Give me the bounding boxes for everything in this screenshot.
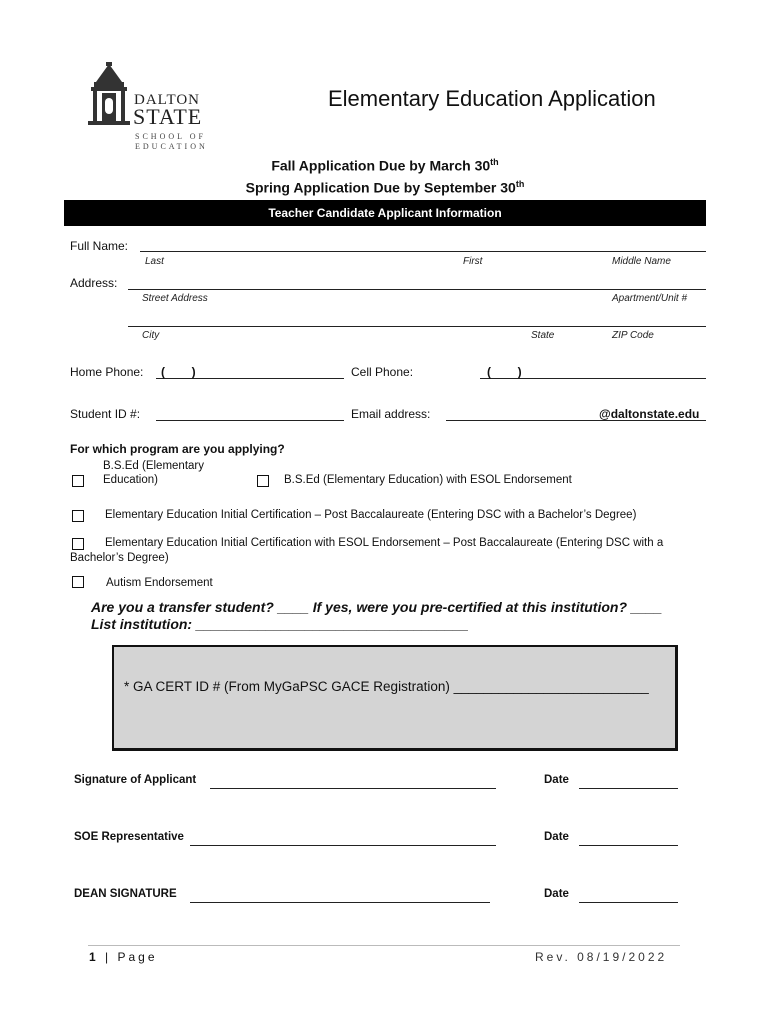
middle-label: Middle Name	[612, 256, 671, 267]
opt5-label: Autism Endorsement	[106, 577, 213, 589]
logo-sub-2: EDUCATION	[135, 142, 208, 151]
page-title: Elementary Education Application	[328, 86, 656, 111]
home-phone-parens: ( )	[161, 365, 196, 379]
student-id-label: Student ID #:	[70, 407, 141, 421]
opt1-line1: B.S.Ed (Elementary	[103, 460, 204, 472]
email-suffix: @daltonstate.edu	[599, 407, 700, 421]
soe-sig-field[interactable]	[190, 845, 496, 846]
list-institution: List institution: ___________________________________	[91, 616, 469, 632]
soe-date-field[interactable]	[579, 845, 678, 846]
opt4-line1: Elementary Education Initial Certification with ESOL Endorsement – Post Baccalaureate (Entering DSC with a	[105, 537, 664, 549]
opt2-label: B.S.Ed (Elementary Education) with ESOL Endorsement	[284, 474, 572, 486]
ga-cert-label: * GA CERT ID # (From MyGaPSC GACE Registration) __________________________	[124, 679, 649, 694]
dean-sig-field[interactable]	[190, 902, 490, 903]
opt3-checkbox[interactable]	[72, 510, 84, 522]
page-num: 1	[89, 950, 99, 964]
transfer-question: Are you a transfer student? ____ If yes, were you pre-certified at this institution? ____	[91, 599, 663, 615]
program-question: For which program are you applying?	[70, 442, 285, 456]
cell-phone-label: Cell Phone:	[351, 365, 414, 379]
logo-name-bottom: STATE	[133, 104, 203, 129]
opt1-checkbox[interactable]	[72, 475, 84, 487]
section-header: Teacher Candidate Applicant Information	[64, 200, 706, 226]
address-label: Address:	[70, 276, 118, 290]
student-id-field[interactable]	[156, 420, 344, 421]
revision: Rev. 08/19/2022	[535, 950, 668, 964]
fall-due-sup: th	[490, 157, 499, 167]
last-label: Last	[145, 256, 164, 267]
logo	[84, 62, 214, 152]
dalton-state-tower-icon	[84, 62, 134, 126]
logo-sub-1: SCHOOL OF	[135, 132, 206, 141]
cell-phone-parens: ( )	[487, 365, 522, 379]
dean-date-label: Date	[544, 888, 569, 900]
apt-label: Apartment/Unit #	[612, 293, 688, 304]
city-field[interactable]	[128, 326, 706, 327]
ga-cert-box	[112, 645, 678, 751]
opt2-checkbox[interactable]	[257, 475, 269, 487]
first-label: First	[463, 256, 483, 267]
street-label: Street Address	[142, 293, 208, 304]
opt1-line2: Education)	[103, 474, 158, 486]
opt4-line2: Bachelor’s Degree)	[70, 552, 169, 564]
applicant-sig-label: Signature of Applicant	[74, 774, 197, 786]
opt4-checkbox[interactable]	[72, 538, 84, 550]
fall-due-text: Fall Application Due by March 30	[271, 157, 491, 174]
applicant-date-field[interactable]	[579, 788, 678, 789]
spring-due	[0, 179, 770, 196]
home-phone-label: Home Phone:	[70, 365, 144, 379]
applicant-sig-field[interactable]	[210, 788, 496, 789]
full-name-field[interactable]	[140, 251, 706, 252]
logo-name-top: DALTON	[134, 92, 201, 108]
soe-date-label: Date	[544, 831, 569, 843]
zip-label: ZIP Code	[612, 330, 654, 341]
full-name-label: Full Name:	[70, 239, 129, 253]
soe-sig-label: SOE Representative	[74, 831, 184, 843]
street-field[interactable]	[128, 289, 706, 290]
email-label: Email address:	[351, 407, 431, 421]
page-word: | Page	[105, 950, 158, 964]
opt3-label: Elementary Education Initial Certification – Post Baccalaureate (Entering DSC with a Bachelor’s Degree)	[105, 509, 637, 521]
state-label: State	[531, 330, 555, 341]
dean-sig-label: DEAN SIGNATURE	[74, 888, 177, 900]
footer-rule	[88, 945, 680, 946]
dean-date-field[interactable]	[579, 902, 678, 903]
applicant-date-label: Date	[544, 774, 569, 786]
spring-due-sup: th	[515, 179, 525, 189]
spring-due-text: Spring Application Due by September 30	[245, 179, 516, 196]
opt5-checkbox[interactable]	[72, 576, 84, 588]
city-label: City	[142, 330, 160, 341]
page-number	[89, 950, 158, 964]
fall-due	[0, 157, 770, 174]
